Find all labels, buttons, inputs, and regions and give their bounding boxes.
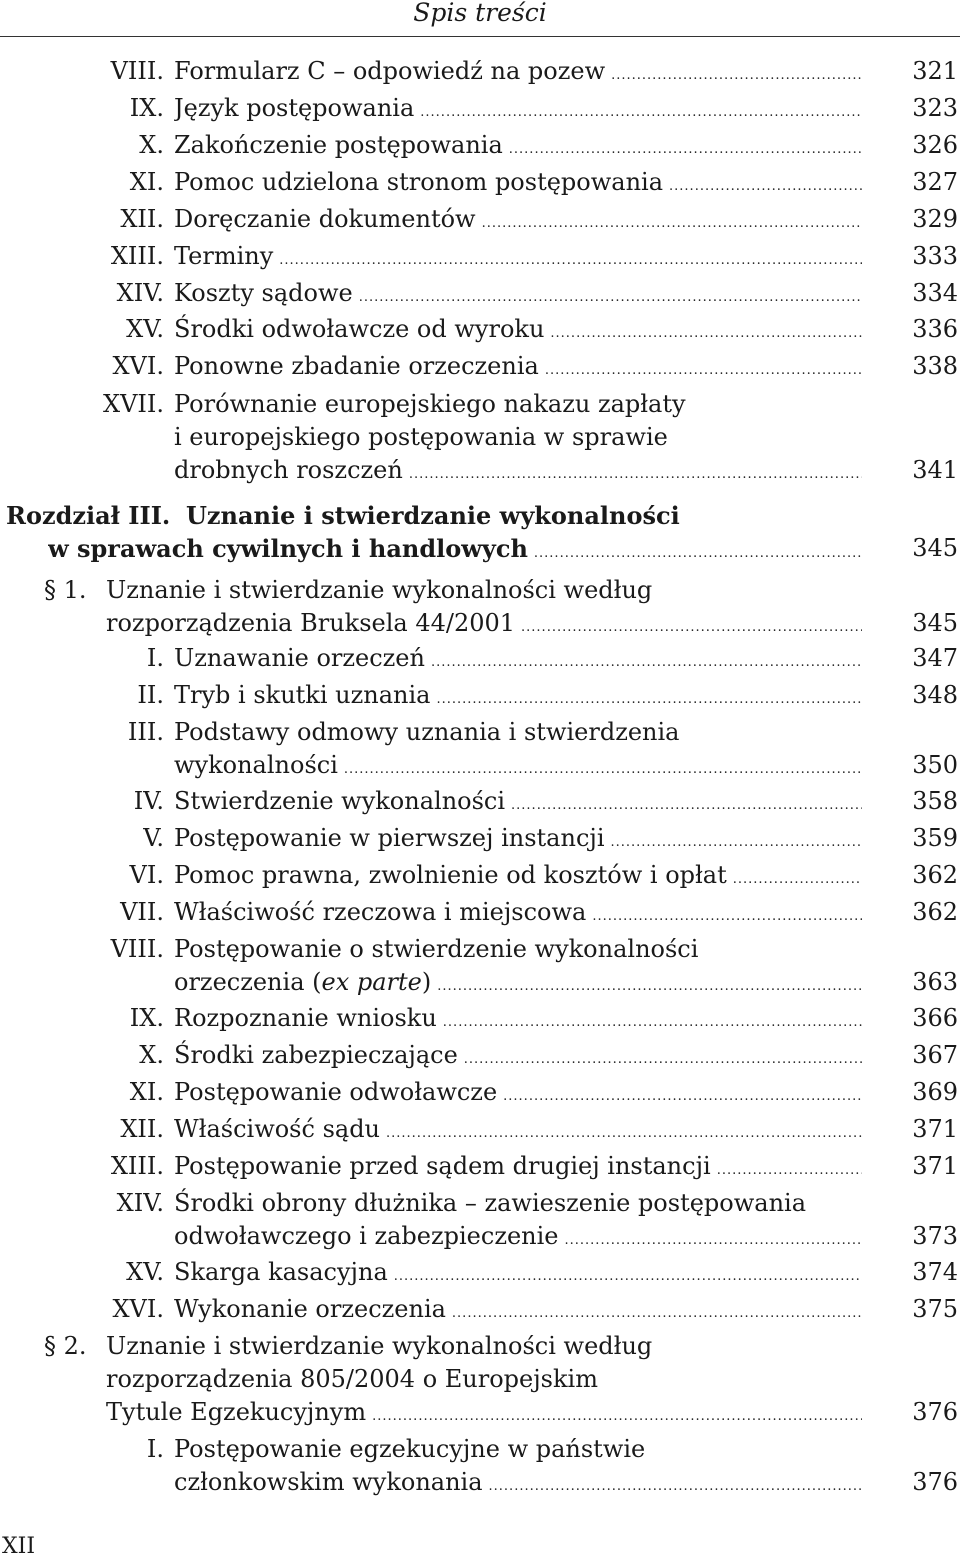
toc-entry-number: XIII. (110, 242, 164, 270)
toc-entry-title (174, 350, 862, 387)
dot-leader (420, 96, 862, 129)
toc-entry-title-line: wykonalności (174, 751, 338, 779)
dot-leader (611, 59, 862, 92)
toc-entry-number: I. (146, 1435, 164, 1463)
toc-entry-number: XVI. (112, 352, 164, 380)
header-rule (0, 36, 960, 37)
dot-leader (545, 354, 862, 387)
toc-entry (0, 1113, 960, 1146)
dot-leader (717, 1154, 862, 1187)
toc-entry-page-number: 336 (912, 315, 958, 343)
toc-entry-title (174, 716, 862, 786)
toc-entry (0, 859, 960, 892)
toc-entry-title (174, 388, 862, 491)
toc-entry-title (174, 1150, 862, 1187)
toc-entry-number: § 2. (44, 1332, 87, 1360)
toc-entry-page-number: 371 (912, 1115, 958, 1143)
toc-entry-title (174, 1039, 862, 1076)
dot-leader (482, 207, 862, 240)
toc-entry (0, 1433, 960, 1499)
dot-leader (359, 281, 862, 314)
toc-entry (0, 642, 960, 675)
dot-leader (511, 789, 862, 822)
toc-entry (0, 388, 960, 487)
toc-entry (0, 933, 960, 999)
toc-entry-page-number: 321 (912, 57, 958, 85)
toc-entry-title (174, 166, 862, 203)
dot-leader (443, 1006, 862, 1039)
toc-entry-title-line: Doręczanie dokumentów (174, 205, 476, 233)
toc-entry-number: Rozdział III. (6, 501, 171, 530)
toc-entry-page-number: 376 (912, 1468, 958, 1496)
toc-entry-number: XV. (126, 1258, 164, 1286)
toc-entry (0, 240, 960, 273)
toc-entry-number: IX. (129, 94, 164, 122)
toc-entry-title (174, 1113, 862, 1150)
toc-entry-title-line: Język postępowania (174, 94, 415, 122)
toc-entry-title-line: Uznanie i stwierdzanie wykonalności według (106, 1332, 653, 1360)
toc-entry-title-line: Postępowanie przed sądem drugiej instancji (174, 1152, 711, 1180)
toc-entry-number: XV. (126, 315, 164, 343)
toc-entry-title-line: Uznanie i stwierdzanie wykonalności według (106, 576, 653, 604)
toc-entry-number: § 1. (44, 576, 87, 604)
toc-entry-number: XIV. (116, 1189, 164, 1217)
toc-entry-title (174, 55, 862, 92)
toc-entry-page-number: 326 (912, 131, 958, 159)
dot-leader (521, 611, 862, 644)
toc-entry-title (174, 1433, 862, 1503)
dot-leader (344, 753, 862, 786)
toc-entry-title (174, 203, 862, 240)
toc-entry-title-line: rozporządzenia 805/2004 o Europejskim (106, 1365, 598, 1393)
dot-leader (279, 244, 862, 277)
toc-entry-page-number: 329 (912, 205, 958, 233)
toc-entry-title-line: Uznawanie orzeczeń (174, 644, 425, 672)
toc-entry (0, 313, 960, 346)
toc-entry-number: IX. (129, 1004, 164, 1032)
toc-entry-page-number: 362 (912, 898, 958, 926)
toc-entry-title-line: Stwierdzenie wykonalności (174, 787, 506, 815)
toc-entry-page-number: 369 (912, 1078, 958, 1106)
toc-entry (0, 1150, 960, 1183)
dot-leader (431, 646, 862, 679)
toc-entry (0, 1039, 960, 1072)
toc-entry-number: XI. (129, 168, 164, 196)
toc-entry-title-line: drobnych roszczeń (174, 456, 403, 484)
toc-entry-page-number: 375 (912, 1295, 958, 1323)
dot-leader (489, 1470, 862, 1503)
toc-entry-number: XII. (120, 205, 164, 233)
toc-entry-title (106, 574, 862, 644)
toc-entry-number: XIII. (110, 1152, 164, 1180)
toc-entry-page-number: 367 (912, 1041, 958, 1069)
toc-entry-number: XI. (129, 1078, 164, 1106)
toc-entry-title-line: Postępowanie odwoławcze (174, 1078, 498, 1106)
toc-entry-title (174, 822, 862, 859)
toc-entry-title-line: i europejskiego postępowania w sprawie (174, 423, 668, 451)
toc-entry-page-number: 327 (912, 168, 958, 196)
toc-entry-page-number: 362 (912, 861, 958, 889)
toc-entry (0, 785, 960, 818)
toc-entry-title-line: Skarga kasacyjna (174, 1258, 388, 1286)
toc-entry-page-number: 371 (912, 1152, 958, 1180)
page-folio: XII (2, 1534, 36, 1559)
toc-entry-title (174, 1293, 862, 1330)
toc-entry (0, 716, 960, 782)
toc-entry-title (174, 896, 862, 933)
toc-entry-page-number: 363 (912, 968, 958, 996)
toc-entry-number: IV. (133, 787, 164, 815)
toc-entry-number: XIV. (116, 279, 164, 307)
toc-entry (0, 277, 960, 310)
toc-entry (0, 1330, 960, 1429)
toc-entry-title (174, 92, 862, 129)
toc-entry-title-line: Środki zabezpieczające (174, 1041, 458, 1069)
toc-entry (0, 203, 960, 236)
toc-entry-title (174, 129, 862, 166)
toc-entry-page-number: 347 (912, 644, 958, 672)
toc-entry-title (174, 277, 862, 314)
toc-entry-number: X. (139, 131, 164, 159)
toc-entry-title-line: Wykonanie orzeczenia (174, 1295, 446, 1323)
dot-leader (733, 863, 862, 896)
dot-leader (509, 133, 862, 166)
toc-entry-page-number: 373 (912, 1222, 958, 1250)
toc-entry-title (174, 240, 862, 277)
toc-entry-title-line: Tytule Egzekucyjnym (106, 1398, 367, 1426)
dot-leader (550, 317, 862, 350)
toc-entry-number: VIII. (110, 57, 164, 85)
toc-entry-title-line: Pomoc udzielona stronom postępowania (174, 168, 664, 196)
toc-entry-title-line: Właściwość rzeczowa i miejscowa (174, 898, 587, 926)
toc-entry-title-line: Porównanie europejskiego nakazu zapłaty (174, 390, 686, 418)
toc-entry-title (174, 1002, 862, 1039)
toc-entry-title-line: orzeczenia (ex parte) (174, 968, 432, 996)
toc-entry (0, 896, 960, 929)
dot-leader (534, 537, 862, 570)
toc-entry-page-number: 366 (912, 1004, 958, 1032)
toc-entry-page-number: 333 (912, 242, 958, 270)
toc-entry (0, 129, 960, 162)
toc-entry-title (174, 933, 862, 1003)
toc-entry (0, 1187, 960, 1253)
toc-entry-title (174, 1076, 862, 1113)
toc-entry-title-line: Zakończenie postępowania (174, 131, 503, 159)
toc-entry-page-number: 348 (912, 681, 958, 709)
running-header-title: Spis treści (413, 0, 547, 27)
toc-entry-title-line: odwoławczego i zabezpieczenie (174, 1222, 559, 1250)
toc-entry (0, 1293, 960, 1326)
dot-leader (503, 1080, 862, 1113)
toc-entry-page-number: 341 (912, 456, 958, 484)
toc-chapter-entry (0, 499, 960, 565)
toc-entry-title-line: członkowskim wykonania (174, 1468, 483, 1496)
dot-leader (565, 1224, 862, 1257)
toc-entry-page-number: 358 (912, 787, 958, 815)
toc-entry-title-line: Środki obrony dłużnika – zawieszenie postępowania (174, 1189, 807, 1217)
toc-entry-page-number: 376 (912, 1398, 958, 1426)
dot-leader (386, 1117, 862, 1150)
dot-leader (409, 458, 862, 491)
dot-leader (669, 170, 862, 203)
toc-entry-title-line: Podstawy odmowy uznania i stwierdzenia (174, 718, 680, 746)
toc-entry-title-line: Postępowanie egzekucyjne w państwie (174, 1435, 646, 1463)
toc-entry (0, 92, 960, 125)
toc-entry-title-line: Rozpoznanie wniosku (174, 1004, 437, 1032)
dot-leader (437, 970, 862, 1003)
toc-entry-title-line: w sprawach cywilnych i handlowych (48, 534, 528, 563)
toc-entry-number: II. (137, 681, 164, 709)
toc-entry-title-line: Pomoc prawna, zwolnienie od kosztów i opłat (174, 861, 727, 889)
toc-entry-number: X. (139, 1041, 164, 1069)
toc-entry-title (106, 1330, 862, 1433)
toc-entry-page-number: 350 (912, 751, 958, 779)
toc-entry-title (174, 1256, 862, 1293)
toc-entry-number: III. (127, 718, 164, 746)
toc-entry-title-line: Ponowne zbadanie orzeczenia (174, 352, 539, 380)
toc-entry (0, 822, 960, 855)
toc-entry-title-line: Postępowanie o stwierdzenie wykonalności (174, 935, 699, 963)
toc-entry-page-number: 345 (912, 534, 958, 562)
toc-entry-title-line: Formularz C – odpowiedź na pozew (174, 57, 606, 85)
toc-entry-title-line: Terminy (174, 242, 274, 270)
toc-entry-number: VIII. (110, 935, 164, 963)
toc-entry (0, 1076, 960, 1109)
toc-entry-number: V. (143, 824, 164, 852)
toc-entry-number: VI. (129, 861, 164, 889)
toc-entry (0, 55, 960, 88)
toc-entry-title (174, 859, 862, 896)
toc-entry-number: XII. (120, 1115, 164, 1143)
toc-entry-title (174, 313, 862, 350)
toc-entry-page-number: 334 (912, 279, 958, 307)
toc-entry-page-number: 323 (912, 94, 958, 122)
dot-leader (436, 683, 862, 716)
toc-entry-title-line: Środki odwoławcze od wyroku (174, 315, 545, 343)
toc-entry-page-number: 338 (912, 352, 958, 380)
toc-entry (0, 574, 960, 640)
dot-leader (611, 826, 863, 859)
dot-leader (464, 1043, 862, 1076)
toc-entry-title (174, 1187, 862, 1257)
toc-entry-title-line: Koszty sądowe (174, 279, 353, 307)
toc-entry (0, 1002, 960, 1035)
toc-entry-page-number: 359 (912, 824, 958, 852)
toc-entry (0, 166, 960, 199)
dot-leader (394, 1260, 862, 1293)
toc-entry-number: I. (146, 644, 164, 672)
toc-entry-number: XVI. (112, 1295, 164, 1323)
toc-entry-title (174, 785, 862, 822)
dot-leader (452, 1297, 862, 1330)
toc-entry-title-line: Postępowanie w pierwszej instancji (174, 824, 605, 852)
toc-entry-number: XVII. (102, 390, 164, 418)
toc-entry-page-number: 345 (912, 609, 958, 637)
toc-entry (0, 350, 960, 383)
toc-entry-number: VII. (120, 898, 164, 926)
toc-entry (0, 1256, 960, 1289)
toc-entry (0, 679, 960, 712)
toc-entry-page-number: 374 (912, 1258, 958, 1286)
toc-entry-title (174, 642, 862, 679)
toc-entry-title (174, 679, 862, 716)
toc-entry-title-line: Właściwość sądu (174, 1115, 381, 1143)
toc-entry-title-line: rozporządzenia Bruksela 44/2001 (106, 609, 516, 637)
toc-entry-title-line: Tryb i skutki uznania (174, 681, 431, 709)
dot-leader (592, 900, 862, 933)
dot-leader (372, 1400, 862, 1433)
toc-entry-title-line: Uznanie i stwierdzanie wykonalności (186, 501, 680, 530)
